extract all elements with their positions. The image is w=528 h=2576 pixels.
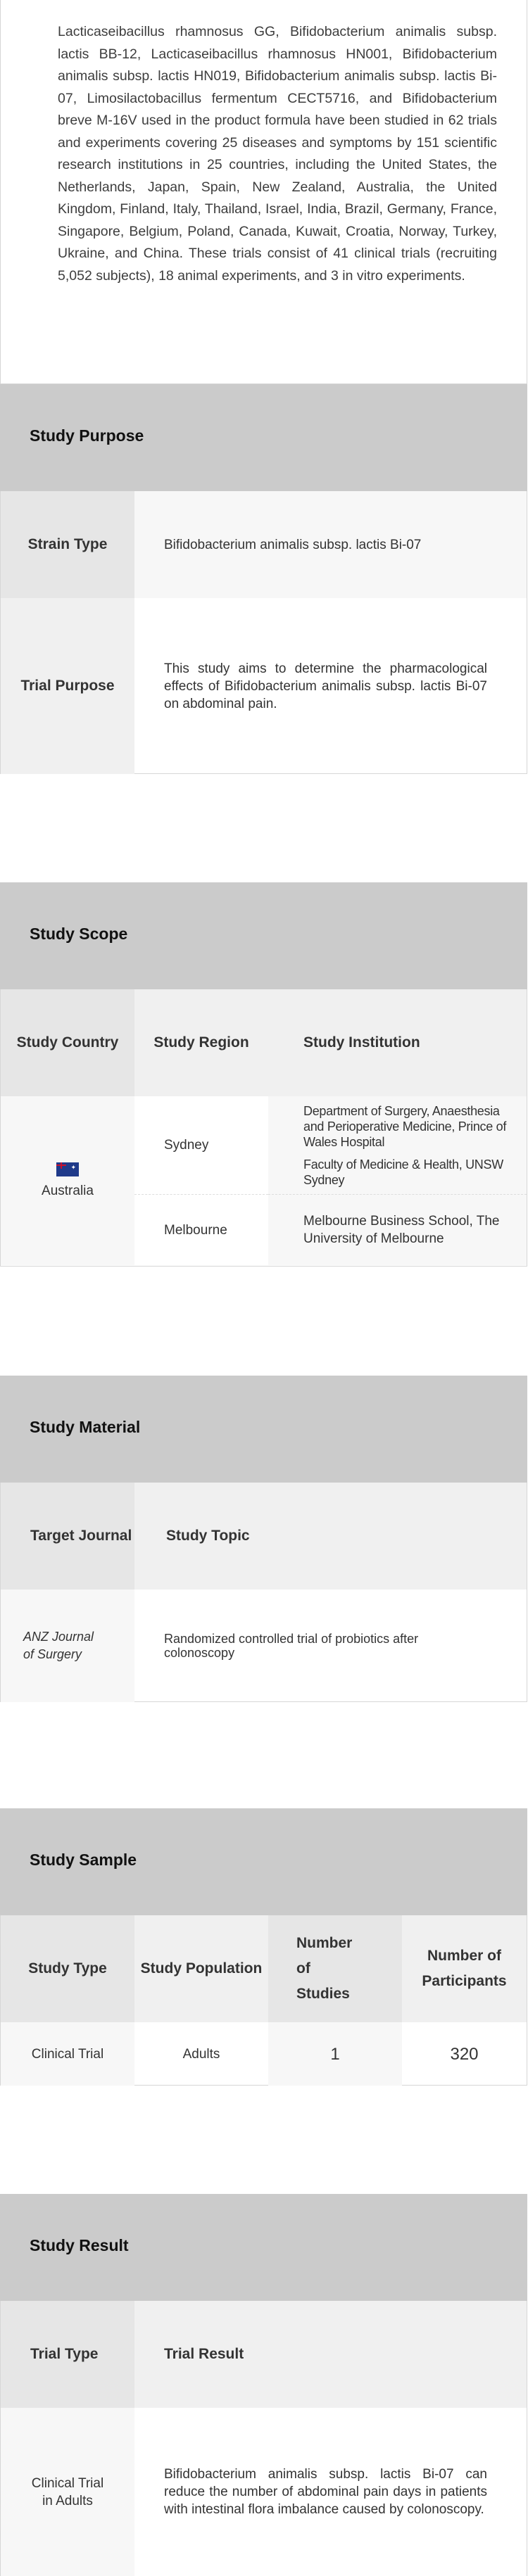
- region-sydney: Sydney: [134, 1096, 268, 1195]
- result-title: Study Result: [30, 2236, 129, 2254]
- result-header: [0, 2194, 527, 2301]
- number-of-studies-value: 1: [268, 2022, 402, 2086]
- intro-panel: [0, 0, 527, 384]
- sample-header: [0, 1808, 527, 1915]
- trial-result-header: Trial Result: [134, 2301, 527, 2408]
- topic-cell: [134, 1590, 527, 1702]
- study-type-header: Study Type: [1, 1915, 134, 2022]
- target-journal-header: Target Journal: [1, 1483, 134, 1590]
- purpose-title: Study Purpose: [30, 426, 144, 445]
- scope-table: [0, 989, 527, 1267]
- trial-result-value: Bifidobacterium animalis subsp. lactis Bi-07 can reduce the number of abdominal pain days in patients with intestinal flora imbalance caused by colonoscopy.: [164, 2467, 487, 2517]
- institution-prince-of-wales: Department of Surgery, Anaesthesia and Perioperative Medicine, Prince of Wales Hospital: [303, 1103, 507, 1149]
- study-population-header: Study Population: [134, 1915, 268, 2022]
- material-table: [0, 1483, 527, 1702]
- purpose-table: [0, 491, 527, 774]
- trial-purpose-label: Trial Purpose: [1, 598, 134, 774]
- result-table: [0, 2301, 527, 2576]
- australia-flag-icon: [56, 1162, 79, 1176]
- trial-purpose-value: This study aims to determine the pharmacological effects of Bifidobacterium animalis subsp. lactis Bi-07 on abdominal pain.: [164, 661, 487, 711]
- study-region-header: Study Region: [134, 989, 268, 1096]
- number-of-participants-value: 320: [450, 2044, 479, 2064]
- institution-sydney: [268, 1096, 527, 1195]
- journal-name: ANZ Journal of Surgery: [23, 1630, 94, 1661]
- country-cell: [1, 1096, 134, 1265]
- trial-type-value: Clinical Trial in Adults: [1, 2408, 134, 2576]
- country-name: Australia: [42, 1183, 94, 1198]
- sample-table: [0, 1915, 527, 2086]
- study-country-header: Study Country: [1, 989, 134, 1096]
- topic-text: Randomized controlled trial of probiotics after colonoscopy: [164, 1632, 419, 1660]
- material-header: [0, 1376, 527, 1483]
- trial-type-header: Trial Type: [1, 2301, 134, 2408]
- material-title: Study Material: [30, 1418, 141, 1436]
- study-topic-header: Study Topic: [134, 1483, 527, 1590]
- scope-header: [0, 882, 527, 989]
- journal-cell: [1, 1590, 134, 1702]
- study-type-value: Clinical Trial: [1, 2022, 134, 2086]
- sample-title: Study Sample: [30, 1851, 137, 1869]
- institution-melbourne: Melbourne Business School, The University of Melbourne: [268, 1195, 527, 1265]
- purpose-header: [0, 384, 527, 491]
- region-melbourne: Melbourne: [164, 1222, 227, 1238]
- scope-title: Study Scope: [30, 925, 128, 943]
- number-of-studies-header: Number of Studies: [268, 1915, 402, 2022]
- strain-type-value: Bifidobacterium animalis subsp. lactis Bi-07: [134, 491, 527, 598]
- number-of-participants-header: Number of Participants: [402, 1915, 527, 2022]
- institution-unsw: Faculty of Medicine & Health, UNSW Sydney: [303, 1157, 503, 1187]
- strain-type-label: Strain Type: [1, 491, 134, 598]
- study-population-value: Adults: [182, 2046, 220, 2062]
- intro-text: Lacticaseibacillus rhamnosus GG, Bifidobacterium animalis subsp. lactis BB-12, Lacticaseibacillus rhamnosus HN001, Bifidobacterium animalis subsp. lactis HN019, Bifidobacterium animalis subsp. lactis Bi-07, Limosilactobacillus fermentum CECT5716, and Bifidobacterium breve M-16V used in the product formula have been studied in 62 trials and experiments covering 25 diseases and symptoms by 151 scientific research institutions in 25 countries, including the United States, the Netherlands, Japan, Spain, New Zealand, Australia, the United Kingdom, Finland, Italy, Thailand, Israel, India, Brazil, Germany, France, Singapore, Belgium, Poland, Canada, Kuwait, Croatia, Norway, Turkey, Ukraine, and China. These trials consist of 41 clinical trials (recruiting 5,052 subjects), 18 animal experiments, and 3 in vitro experiments.: [58, 24, 497, 284]
- study-institution-header: Study Institution: [268, 989, 527, 1096]
